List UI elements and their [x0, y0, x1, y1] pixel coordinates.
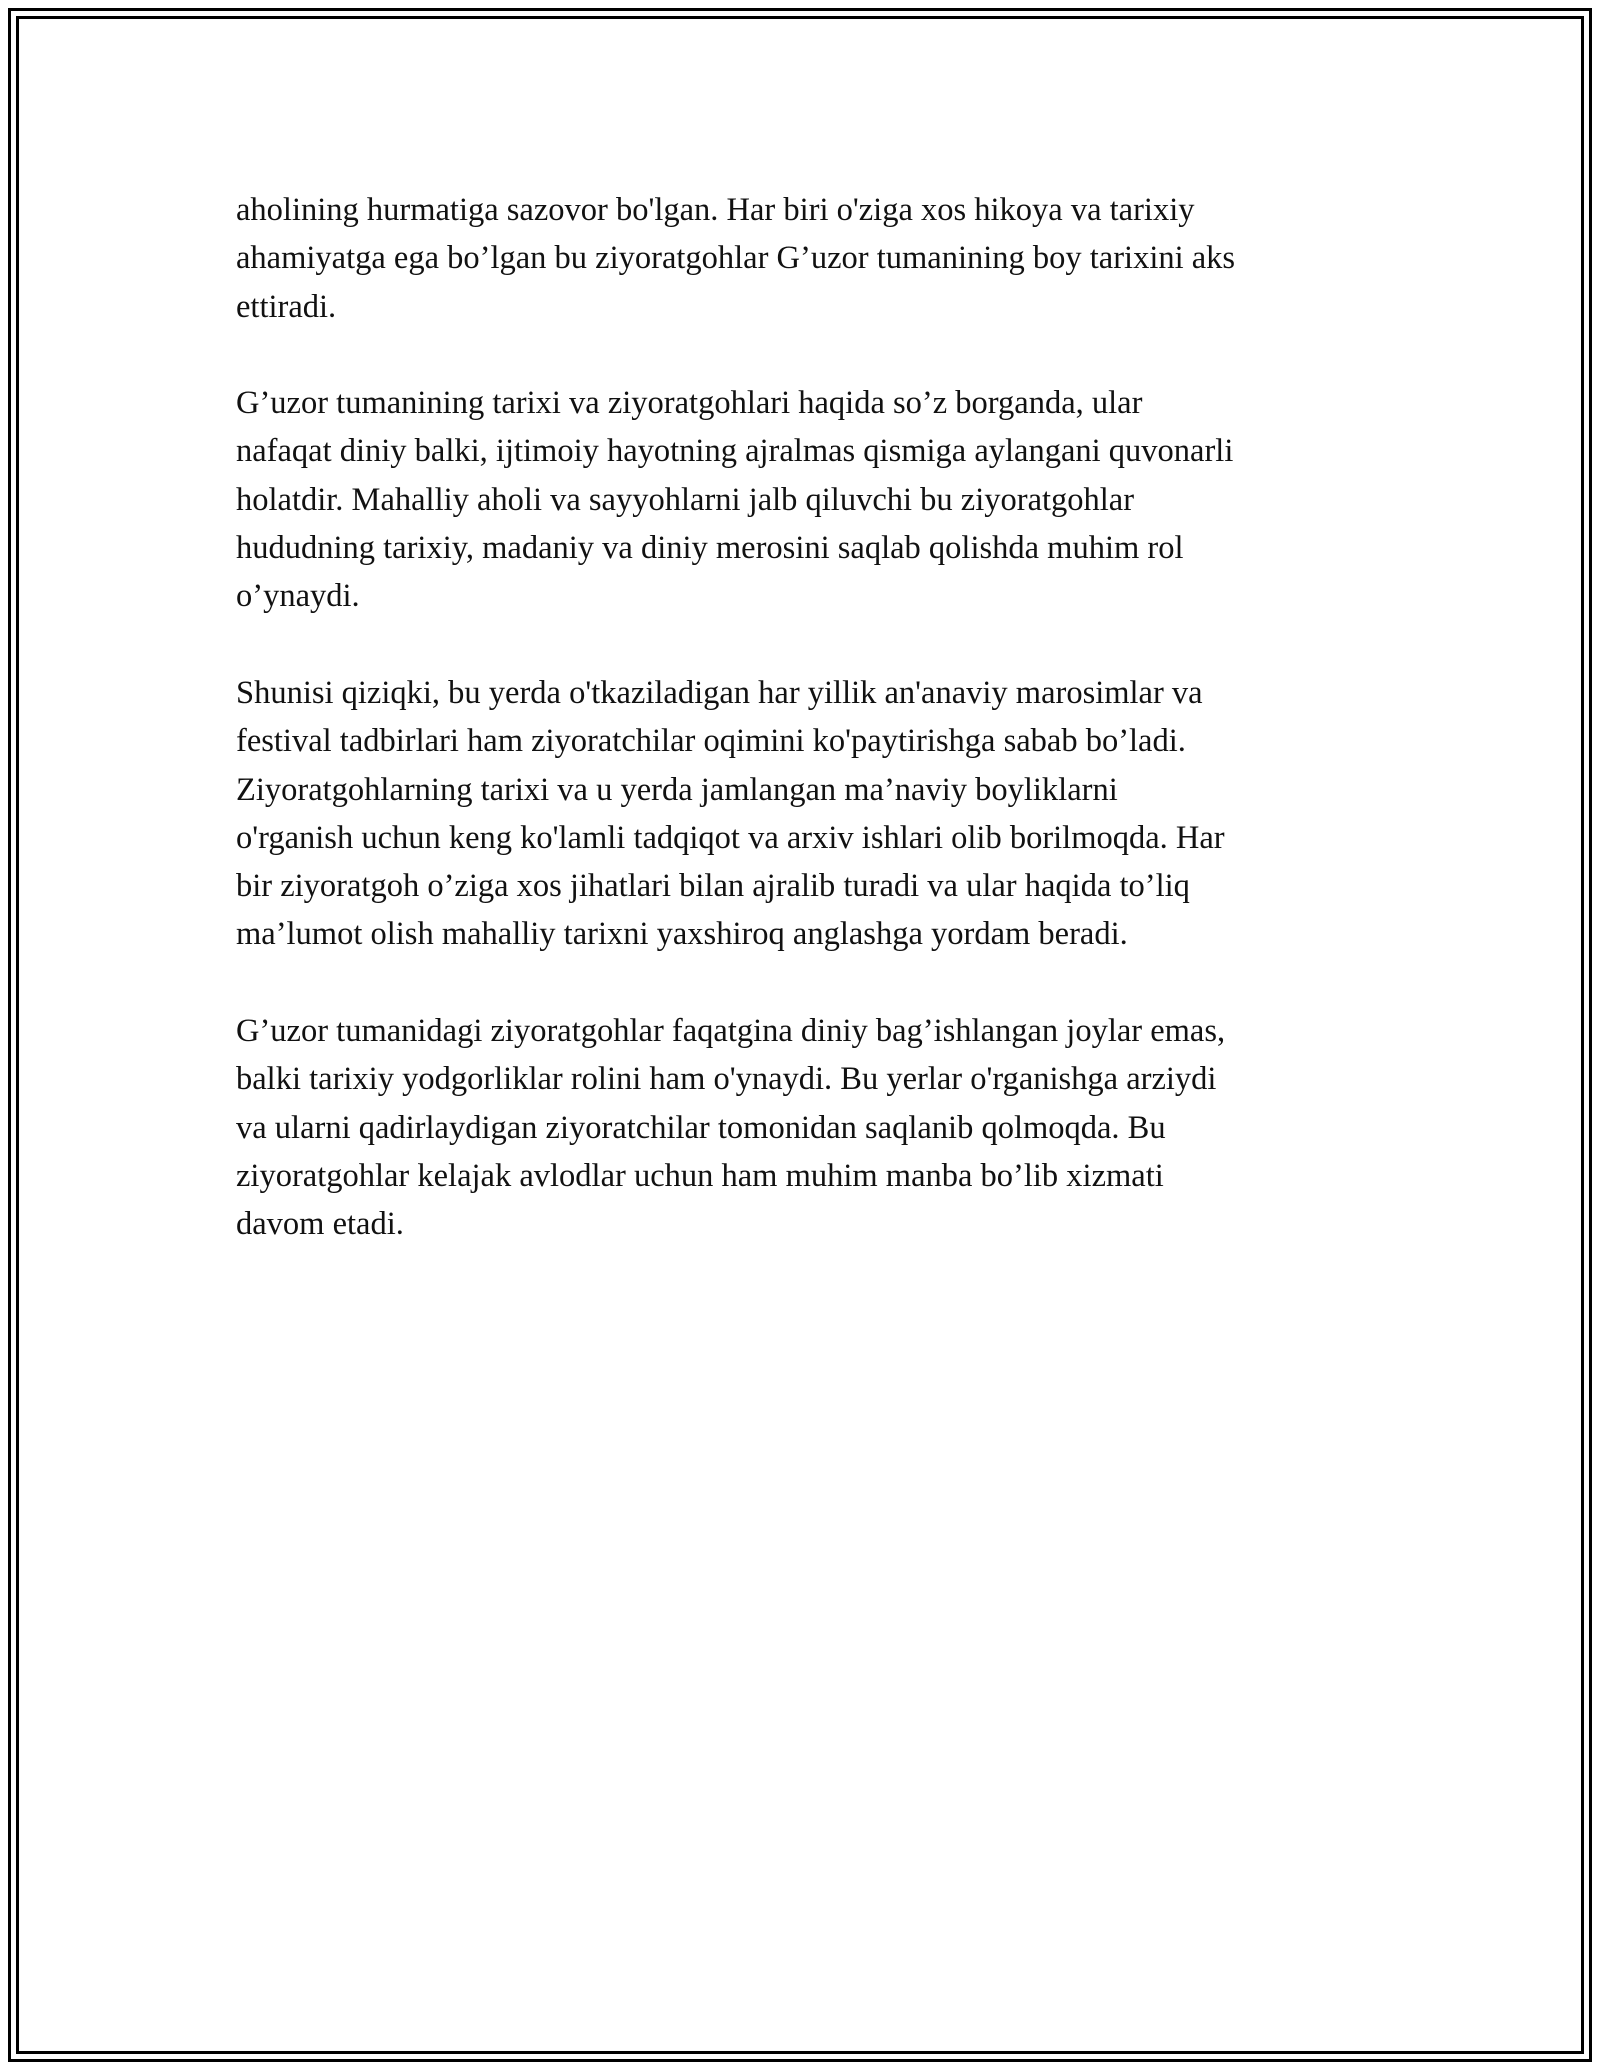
text-line: Shunisi qiziqki, bu yerda o'tkaziladigan har yillik an'anaviy marosimlar va [236, 674, 1203, 711]
text-line: ettiradi. [236, 288, 337, 325]
text-line: holatdir. Mahalliy aholi va sayyohlarni jalb qiluvchi bu ziyoratgohlar [236, 481, 1135, 518]
text-line: va ularni qadirlaydigan ziyoratchilar tomonidan saqlanib qolmoqda. Bu [236, 1109, 1166, 1146]
text-line: hududning tarixiy, madaniy va diniy merosini saqlab qolishda muhim rol [236, 530, 1184, 567]
document-body [236, 186, 1376, 1297]
text-line: bir ziyoratgoh o’ziga xos jihatlari bilan ajralib turadi va ular haqida to’liq [236, 868, 1190, 905]
paragraph-2 [236, 379, 1376, 620]
text-line: ma’lumot olish mahalliy tarixni yaxshiroq anglashga yordam beradi. [236, 916, 1128, 953]
text-line: o'rganish uchun keng ko'lamli tadqiqot va arxiv ishlari olib borilmoqda. Har [236, 819, 1225, 856]
text-line: G’uzor tumanining tarixi va ziyoratgohlari haqida so’z borganda, ular [236, 385, 1143, 422]
text-line: ahamiyatga ega bo’lgan bu ziyoratgohlar G’uzor tumanining boy tarixini aks [236, 240, 1236, 277]
paragraph-4 [236, 1007, 1376, 1248]
text-line: G’uzor tumanidagi ziyoratgohlar faqatgina diniy bag’ishlangan joylar emas, [236, 1013, 1226, 1050]
text-line: ziyoratgohlar kelajak avlodlar uchun ham muhim manba bo’lib xizmati [236, 1157, 1164, 1194]
text-line: o’ynaydi. [236, 578, 360, 615]
text-line: nafaqat diniy balki, ijtimoiy hayotning ajralmas qismiga aylangani quvonarli [236, 433, 1234, 470]
text-line: davom etadi. [236, 1206, 404, 1243]
text-line: balki tarixiy yodgorliklar rolini ham o'ynaydi. Bu yerlar o'rganishga arziydi [236, 1061, 1217, 1098]
text-line: aholining hurmatiga sazovor bo'lgan. Har biri o'ziga xos hikoya va tarixiy [236, 192, 1195, 228]
paragraph-3 [236, 669, 1376, 959]
text-line: festival tadbirlari ham ziyoratchilar oqimini ko'paytirishga sabab bo’ladi. [236, 723, 1186, 760]
text-line: Ziyoratgohlarning tarixi va u yerda jamlangan ma’naviy boyliklarni [236, 771, 1118, 808]
paragraph-1 [236, 186, 1376, 331]
